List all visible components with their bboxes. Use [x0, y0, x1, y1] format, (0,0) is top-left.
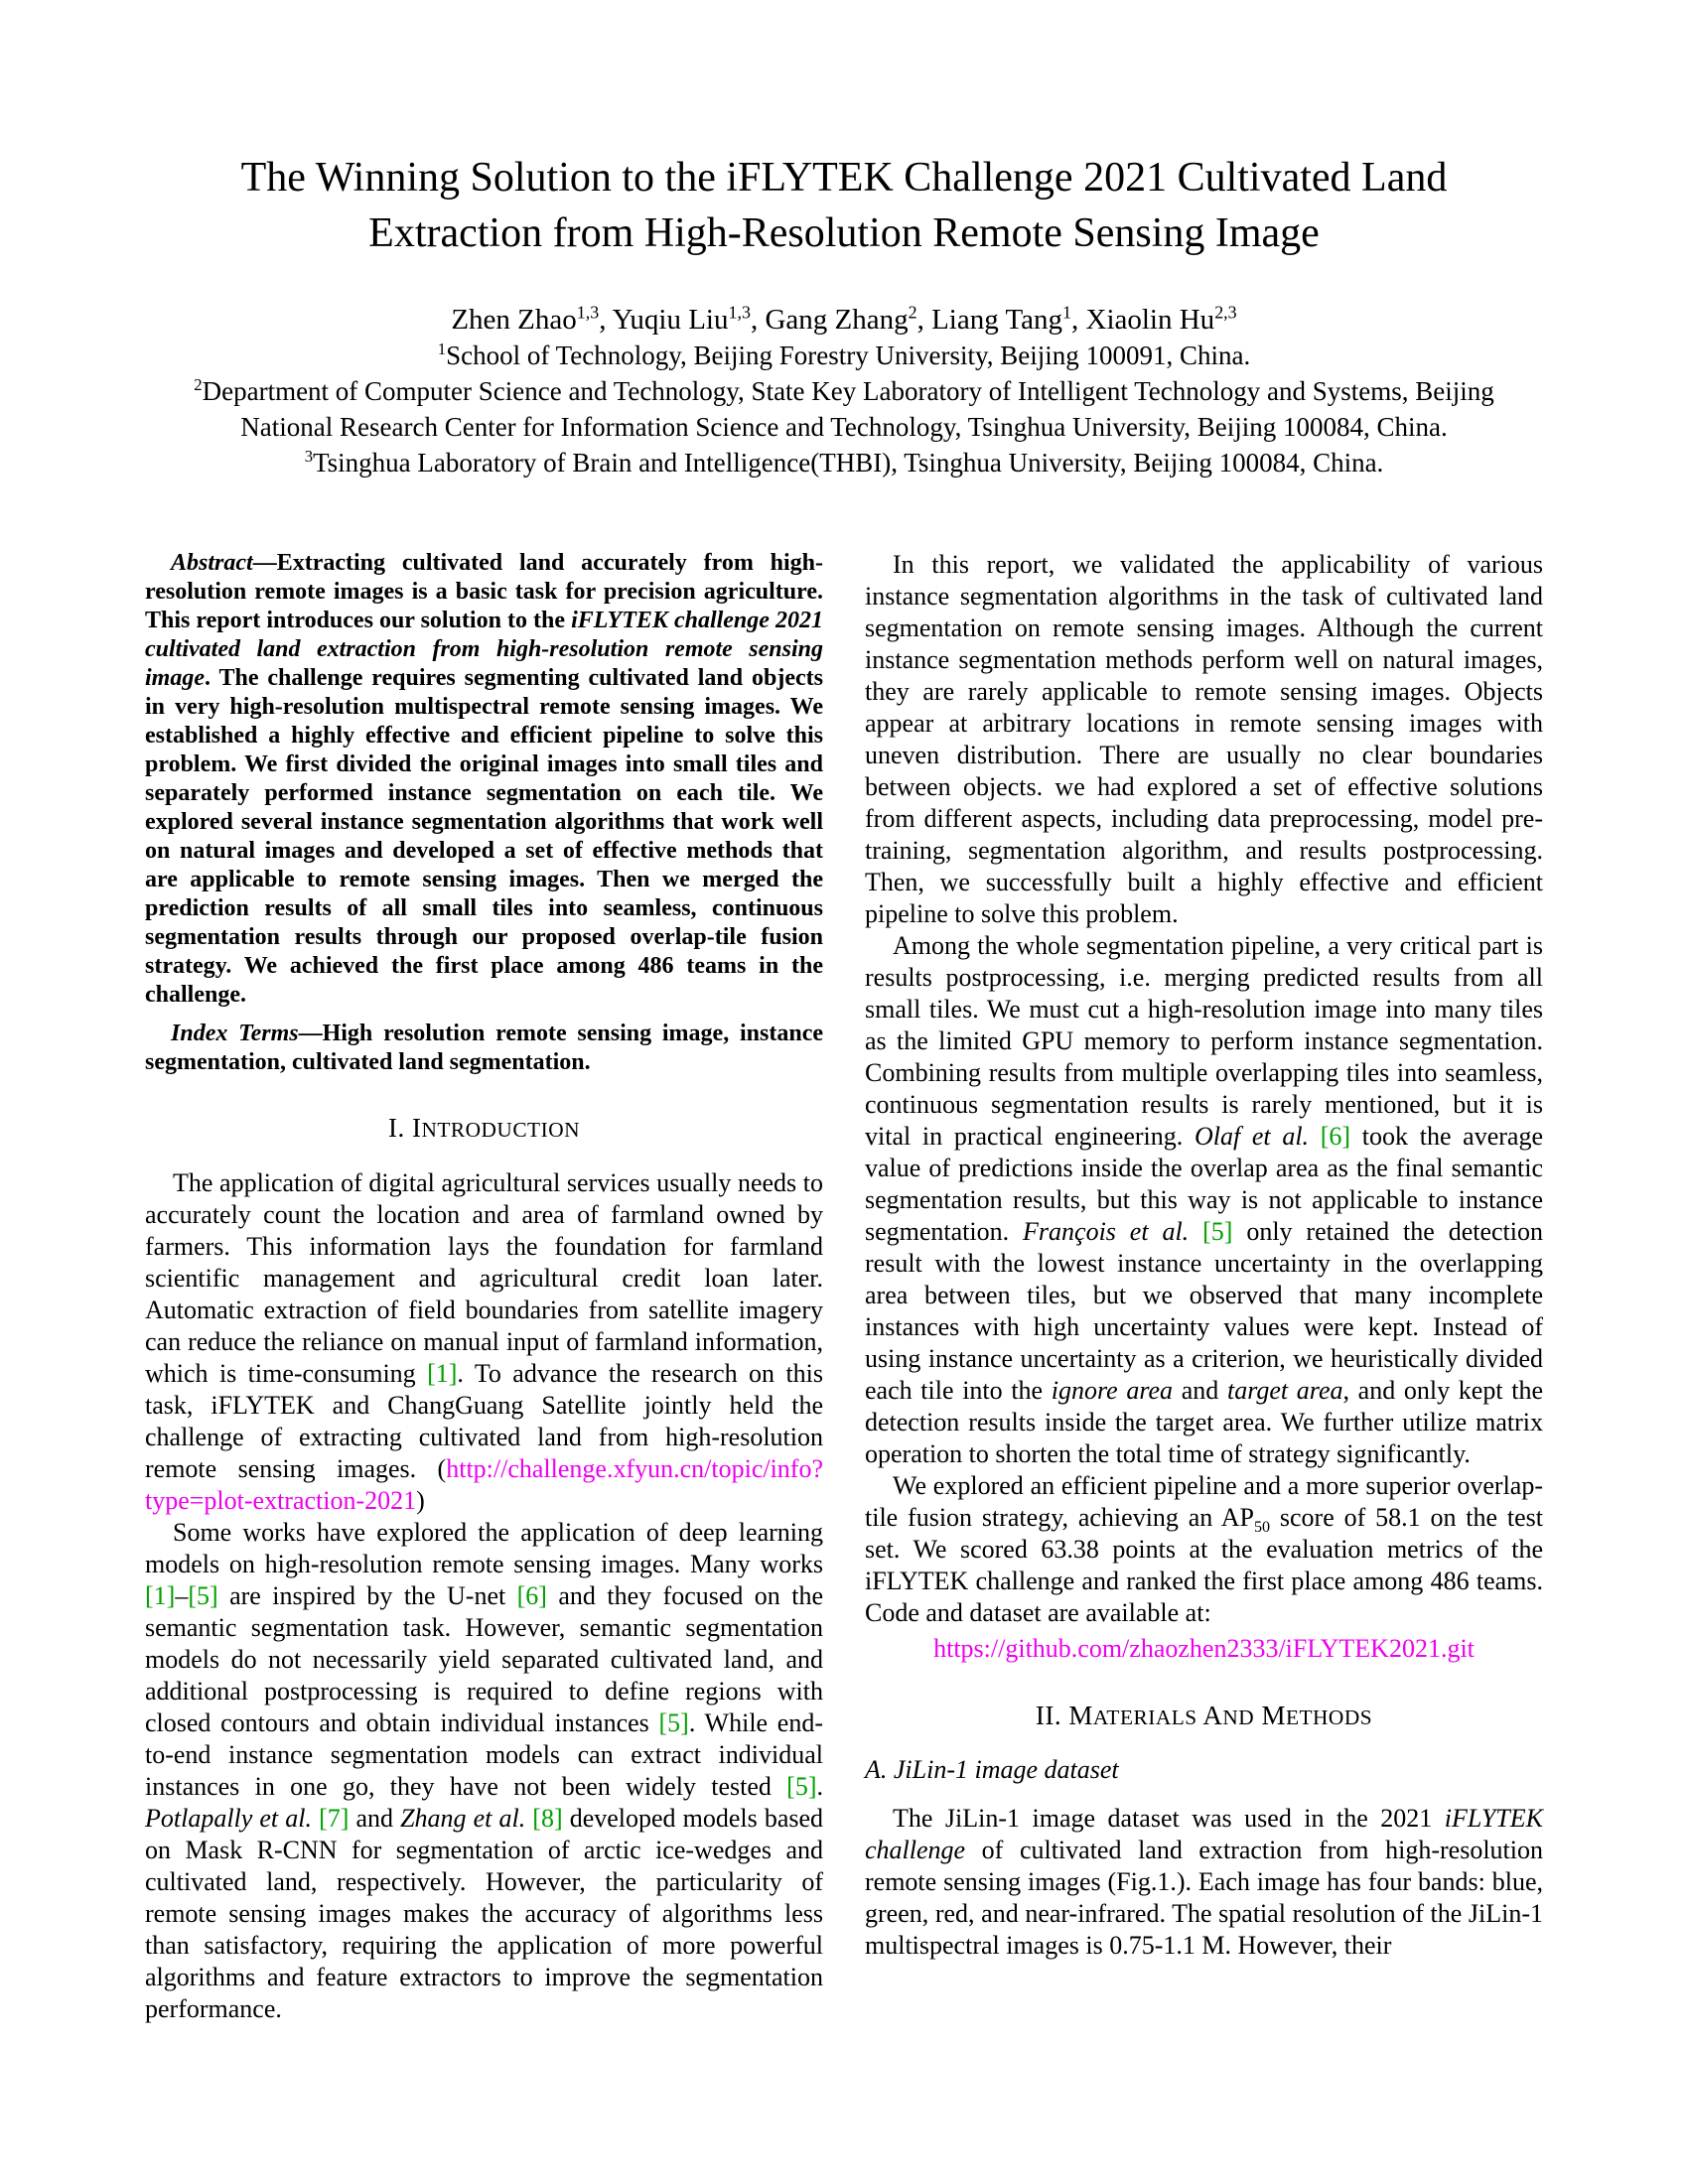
- citation-link[interactable]: [6]: [1320, 1122, 1351, 1152]
- text-run: iFLYTEK challenge 2021 cultivated land extraction from high-resolution remote sensing image: [145, 608, 823, 692]
- text-run: [1189, 1217, 1202, 1246]
- text-run: , Gang Zhang: [750, 303, 909, 336]
- text-run: [312, 1804, 319, 1833]
- text-run: only retained the detection result with the lowest instance uncertainty in the overlapping area between tiles, but we observed that many incomplete instances with high uncertainty values were kept. Instead of using instance uncertainty as a criterion, we heuristically divided each tile into the: [865, 1217, 1543, 1406]
- text-run: François et al.: [1023, 1217, 1190, 1247]
- text-run: . To advance the research on this task, iFLYTEK and ChangGuang Satellite jointly held the challenge of extracting cultivated land from high-resolution remote sensing images. (: [145, 1359, 824, 1484]
- text-run: and: [1173, 1376, 1227, 1406]
- paper-title: The Winning Solution to the iFLYTEK Challenge 2021 Cultivated Land Extraction from High-Resolution Remote Sensing Image: [240, 155, 1448, 256]
- citation-link[interactable]: [8]: [532, 1804, 563, 1834]
- text-run: A. JiLin-1 image dataset: [865, 1755, 1119, 1785]
- text-run: 1,3: [576, 302, 600, 323]
- text-run: Index Terms: [171, 1021, 299, 1047]
- text-run: Olaf et al.: [1194, 1122, 1310, 1152]
- citation-link[interactable]: [5]: [188, 1581, 218, 1611]
- right-column: [865, 549, 1543, 2025]
- citation-link[interactable]: [1]: [427, 1359, 458, 1389]
- text-run: Zhang et al.: [400, 1804, 526, 1834]
- citation-link[interactable]: [5]: [658, 1708, 689, 1738]
- text-run: The application of digital agricultural services usually needs to accurately count the location and area of farmland owned by farmers. This information lays the foundation for farmland scientific management and agricultural credit loan later. Automatic extraction of field boundaries from satellite imagery can reduce the reliance on manual input of farmland information, which is time-consuming: [145, 1168, 823, 1389]
- authors-line: [145, 302, 1543, 340]
- text-run: iFLYTEK challenge: [865, 1804, 1543, 1865]
- citation-link[interactable]: [7]: [319, 1804, 350, 1834]
- text-run: . While end-to-end instance segmentation models can extract individual instances in one go, they have not been widely tested: [145, 1708, 823, 1802]
- text-run: , Liang Tang: [916, 303, 1063, 336]
- text-run: Potlapally et al.: [145, 1804, 312, 1834]
- text-run: took the average value of predictions inside the overlap area as the final semantic segmentation results, but this way is not applicable to instance segmentation.: [865, 1122, 1543, 1247]
- text-run: School of Technology, Beijing Forestry University, Beijing 100091, China.: [446, 341, 1251, 371]
- affiliation-2: [145, 374, 1543, 446]
- hyperlink[interactable]: http://challenge.xfyun.cn/topic/info?type=plot-extraction-2021: [145, 1454, 823, 1516]
- affiliation-1: [145, 339, 1543, 374]
- text-run: 2: [194, 375, 203, 395]
- text-run: Among the whole segmentation pipeline, a very critical part is results postprocessing, i.e. merging predicted results from all small tiles. We must cut a high-resolution image into many tiles as the limited GPU memory to perform instance segmentation. Combining results from multiple overlapping tiles into seamless, continuous segmentation results is rarely mentioned, but it is vital in practical engineering.: [865, 931, 1543, 1152]
- citation-link[interactable]: [5]: [1202, 1217, 1233, 1247]
- text-run: ): [416, 1486, 425, 1516]
- two-column-body: [145, 549, 1543, 2025]
- section-1-heading: [145, 1113, 823, 1144]
- text-run: Department of Computer Science and Technology, State Key Laboratory of Intelligent Technology and Systems, Beijing National Research Center for Information Science and Technology, Tsinghua University, Beijing 100084, China.: [202, 376, 1494, 443]
- text-run: .: [816, 1772, 823, 1802]
- text-run: [1309, 1122, 1321, 1151]
- text-run: Some works have explored the application of deep learning models on high-resolution remote sensing images. Many works: [145, 1518, 823, 1579]
- text-run: I. I: [387, 1113, 422, 1144]
- text-run: , and only kept the detection results inside the target area. We further utilize matrix operation to shorten the total time of strategy significantly.: [865, 1376, 1543, 1469]
- text-run: , Yuqiu Liu: [599, 303, 729, 336]
- text-run: A: [1196, 1701, 1223, 1731]
- report-paragraph-1: [865, 549, 1543, 930]
- text-run: —High resolution remote sensing image, instance segmentation, cultivated land segmentation.: [145, 1021, 823, 1076]
- text-run: developed models based on Mask R-CNN for segmentation of arctic ice-wedges and cultivated land, respectively. However, the particularity of remote sensing images makes the accuracy of algorithms less than satisfactory, requiring the application of more powerful algorithms and feature extractors to improve the segmentation performance.: [145, 1804, 824, 2024]
- text-run: and they focused on the semantic segmentation task. However, semantic segmentation models do not necessarily yield separated cultivated land, and additional postprocessing is required to define regions with closed contours and obtain individual instances: [145, 1581, 823, 1738]
- text-run: 2: [908, 302, 917, 323]
- text-run: , Xiaolin Hu: [1071, 303, 1215, 336]
- citation-link[interactable]: [6]: [516, 1581, 547, 1611]
- affiliation-3: [145, 446, 1543, 481]
- text-run: 2,3: [1214, 302, 1237, 323]
- text-run: ETHODS: [1285, 1706, 1373, 1730]
- introduction-paragraph-2: [145, 1517, 823, 2025]
- text-run: NTRODUCTION: [421, 1118, 580, 1143]
- section-2-heading: [865, 1701, 1543, 1731]
- text-run: Zhen Zhao: [451, 303, 577, 336]
- text-run: ND: [1222, 1706, 1255, 1730]
- text-run: Abstract: [171, 550, 253, 577]
- left-column: [145, 549, 823, 2025]
- text-run: 1: [1062, 302, 1071, 323]
- text-run: and: [349, 1804, 401, 1834]
- dataset-paragraph-1: [865, 1803, 1543, 1962]
- text-run: ignore area: [1051, 1376, 1174, 1406]
- code-repository-link-line: [865, 1633, 1543, 1665]
- text-run: Tsinghua Laboratory of Brain and Intelligence(THBI), Tsinghua University, Beijing 100084, China.: [313, 448, 1384, 478]
- text-run: 1: [437, 340, 447, 359]
- title-block: [145, 151, 1543, 481]
- text-run: In this report, we validated the applicability of various instance segmentation algorithms in the task of cultivated land segmentation on remote sensing images. Although the current instance segmentation methods perform well on natural images, they are rarely applicable to remote sensing images. Objects appear at arbitrary locations in remote sensing images with uneven distribution. There are usually no clear boundaries between objects. we had explored a set of effective solutions from different aspects, including data preprocessing, model pre-training, segmentation algorithm, and results postprocessing. Then, we successfully built a highly effective and efficient pipeline to solve this problem.: [865, 550, 1543, 929]
- text-run: 1,3: [728, 302, 751, 323]
- report-paragraph-3: [865, 1470, 1543, 1629]
- subsection-a-heading: [865, 1755, 1543, 1785]
- abstract-paragraph: [145, 549, 823, 1010]
- text-run: . The challenge requires segmenting cultivated land objects in very high-resolution multispectral remote sensing images. We established a highly effective and efficient pipeline to solve this problem. We first divided the original images into small tiles and separately performed instance segmentation on each tile. We explored several instance segmentation algorithms that work well on natural images and developed a set of effective methods that are applicable to remote sensing images. Then we merged the prediction results of all small tiles into seamless, continuous segmentation results through our proposed overlap-tile fusion strategy. We achieved the first place among 486 teams in the challenge.: [145, 665, 823, 1009]
- index-terms-paragraph: [145, 1020, 823, 1077]
- text-run: ATERIALS: [1092, 1706, 1197, 1730]
- text-run: score of 58.1 on the test set. We scored 63.38 points at the evaluation metrics of the iFLYTEK challenge and ranked the first place among 486 teams. Code and dataset are available at:: [865, 1503, 1543, 1628]
- text-run: The JiLin-1 image dataset was used in the 2021: [893, 1804, 1445, 1834]
- introduction-paragraph-1: [145, 1167, 823, 1517]
- text-run: —Extracting cultivated land accurately from high-resolution remote images is a basic task for precision agriculture. This report introduces our solution to the: [145, 550, 823, 634]
- citation-link[interactable]: [1]: [145, 1581, 176, 1611]
- text-run: are inspired by the U-net: [217, 1581, 517, 1611]
- text-run: M: [1254, 1701, 1286, 1731]
- text-run: II. M: [1035, 1701, 1093, 1731]
- hyperlink[interactable]: https://github.com/zhaozhen2333/iFLYTEK2021.git: [933, 1634, 1475, 1664]
- citation-link[interactable]: [5]: [786, 1772, 817, 1802]
- text-run: –: [175, 1581, 189, 1611]
- report-paragraph-2: [865, 930, 1543, 1470]
- affiliations: [145, 339, 1543, 481]
- text-run: 50: [1253, 1519, 1271, 1537]
- text-run: of cultivated land extraction from high-resolution remote sensing images (Fig.1.). Each image has four bands: blue, green, red, and near-infrared. The spatial resolution of the JiLin-1 multispectral images is 0.75-1.1 M. However, their: [865, 1836, 1543, 1961]
- text-run: We explored an efficient pipeline and a more superior overlap-tile fusion strategy, achieving an AP: [865, 1471, 1543, 1533]
- text-run: 3: [304, 447, 314, 467]
- text-run: target area: [1226, 1376, 1343, 1406]
